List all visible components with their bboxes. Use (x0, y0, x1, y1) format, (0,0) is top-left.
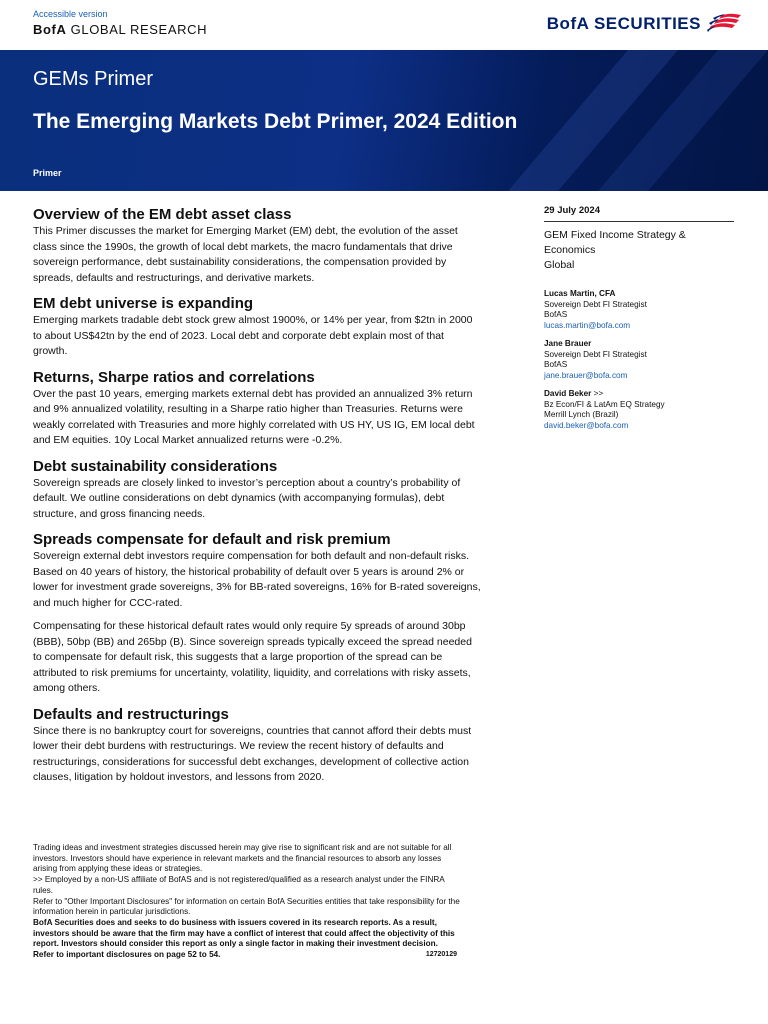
footer-disclaimer (33, 843, 463, 961)
section-heading: Overview of the EM debt asset class (33, 206, 292, 223)
title-banner (0, 50, 768, 191)
brand-name: BofA SECURITIES (546, 14, 701, 33)
analyst-role: Bz Econ/FI & LatAm EQ Strategy (544, 399, 665, 409)
team-line: Global (544, 259, 575, 271)
section-paragraph: Emerging markets tradable debt stock grew almost 1900%, or 14% per year, from $2tn in 2000 to about US$42tn by the end of 2023. Local debt and corporate debt explain most of that growth. (33, 314, 473, 357)
section-paragraph: Sovereign spreads are closely linked to investor’s perception about a country’s probability of default. We outline considerations on debt dynamics (with accompanying formulas), debt structure, and gross financing needs. (33, 476, 461, 520)
analyst-marker: >> (591, 389, 604, 398)
section-paragraph: This Primer discusses the market for Emerging Market (EM) debt, the evolution of the asset class since the 1990s, the growth of local debt markets, the macro fundamentals that drive sovereign performance, debt sustainability considerations, the compensation provided by spreads, defaults and restructurings, and derivative markets. (33, 225, 458, 284)
section-paragraph: Compensating for these historical default rates would only require 5y spreads of around 30bp (BBB), 50bp (BB) and 265bp (B). Since sovereign spreads typically exceed the spread needed to compensate for default risk, this suggests that a large proportion of the spread can be attributed to risk premiums for uncertainty, volatility, liquidity, and correlations with risky assets, among others. (33, 620, 472, 694)
analyst-email-link[interactable]: lucas.martin@bofa.com (544, 320, 631, 330)
research-prefix: BofA (33, 22, 67, 37)
analyst-firm: BofAS (544, 360, 568, 369)
bofa-flag-icon (707, 12, 743, 36)
report-title: The Emerging Markets Debt Primer, 2024 Edition (33, 110, 518, 133)
analyst-card (544, 389, 734, 431)
section-paragraph: Over the past 10 years, emerging markets external debt has provided an annualized 3% return and 9% annualized volatility, resulting in a Sharpe ratio higher than Treasuries. Returns were weakly correlated with Treasuries and more highly correlated with US HY, US IG, EM local debt and EM equities. 10y Local Market annualized returns were -0.2%. (33, 387, 475, 446)
section-universe (33, 294, 481, 360)
footer-line: >> Employed by a non-US affiliate of BofAS and is not registered/qualified as a research analyst under the FINRA rules. (33, 875, 445, 895)
section-heading: Defaults and restructurings (33, 705, 229, 723)
disclosure-line (33, 950, 463, 961)
analyst-card (544, 289, 734, 331)
section-spreads (33, 530, 481, 697)
team-line: Economics (544, 244, 596, 256)
analyst-email-link[interactable]: david.beker@bofa.com (544, 420, 629, 430)
section-defaults (33, 705, 481, 786)
section-heading: Debt sustainability considerations (33, 457, 278, 475)
section-paragraph: Sovereign external debt investors require compensation for both default and non-default risks. Based on 40 years of history, the historical probability of default over 5 years is around 2% or lower for investment grade sovereigns, 3% for BB-rated sovereigns, 16% for B-rated sovereigns, and much higher for CCC-rated. (33, 550, 481, 609)
section-heading: EM debt universe is expanding (33, 295, 254, 312)
section-overview (33, 205, 481, 286)
section-heading: Returns, Sharpe ratios and correlations (33, 368, 315, 386)
research-label (33, 22, 207, 37)
publication-date: 29 July 2024 (544, 205, 734, 222)
sidebar (544, 205, 734, 431)
analyst-firm: Merrill Lynch (Brazil) (544, 410, 619, 419)
analyst-email-link[interactable]: jane.brauer@bofa.com (544, 370, 628, 380)
footer-line: Trading ideas and investment strategies discussed herein may give rise to significant risk and are not suitable for all investors. Investors should have experience in relevant markets and the financial resources to absorb any losses arising from applying these ideas or strategies. (33, 843, 452, 874)
disclosure-reference[interactable]: Refer to important disclosures on page 52 to 54. (33, 950, 221, 960)
analyst-role: Sovereign Debt FI Strategist (544, 299, 647, 309)
brand-logo (547, 12, 743, 36)
main-content (33, 205, 481, 794)
report-series: GEMs Primer (33, 68, 153, 90)
analyst-role: Sovereign Debt FI Strategist (544, 349, 647, 359)
team-name (544, 228, 734, 273)
analyst-name: David Beker (544, 389, 592, 398)
analyst-name: Jane Brauer (544, 339, 592, 348)
section-paragraph: Since there is no bankruptcy court for sovereigns, countries that cannot afford their debts must lower their debt burdens with restructurings. We review the recent history of defaults and restructurings, considerations for successful debt exchanges, development of collective action clauses, litigation by holdout investors, and lessons from 2020. (33, 724, 472, 783)
document-code: 12720129 (425, 951, 457, 959)
section-sustainability (33, 457, 481, 523)
research-suffix: GLOBAL RESEARCH (66, 22, 208, 37)
top-header (0, 0, 768, 50)
analyst-name: Lucas Martin, CFA (544, 289, 616, 298)
section-heading: Spreads compensate for default and risk premium (33, 531, 391, 548)
section-returns (33, 368, 481, 449)
analyst-card (544, 339, 734, 381)
conflict-notice: BofA Securities does and seeks to do business with issuers covered in its research reports. As a result, investors should be aware that the firm may have a conflict of interest that could affect the objectivity of this report. Investors should consider this report as only a single factor in making their investment decision. (33, 917, 455, 949)
accessible-version-link[interactable]: Accessible version (33, 9, 108, 19)
footer-line: Refer to "Other Important Disclosures" for information on certain BofA Securities entities that take responsibility for the information herein in particular jurisdictions. (33, 896, 460, 917)
team-line: GEM Fixed Income Strategy & (544, 229, 686, 241)
report-type: Primer (33, 168, 62, 178)
analyst-firm: BofAS (544, 310, 568, 319)
